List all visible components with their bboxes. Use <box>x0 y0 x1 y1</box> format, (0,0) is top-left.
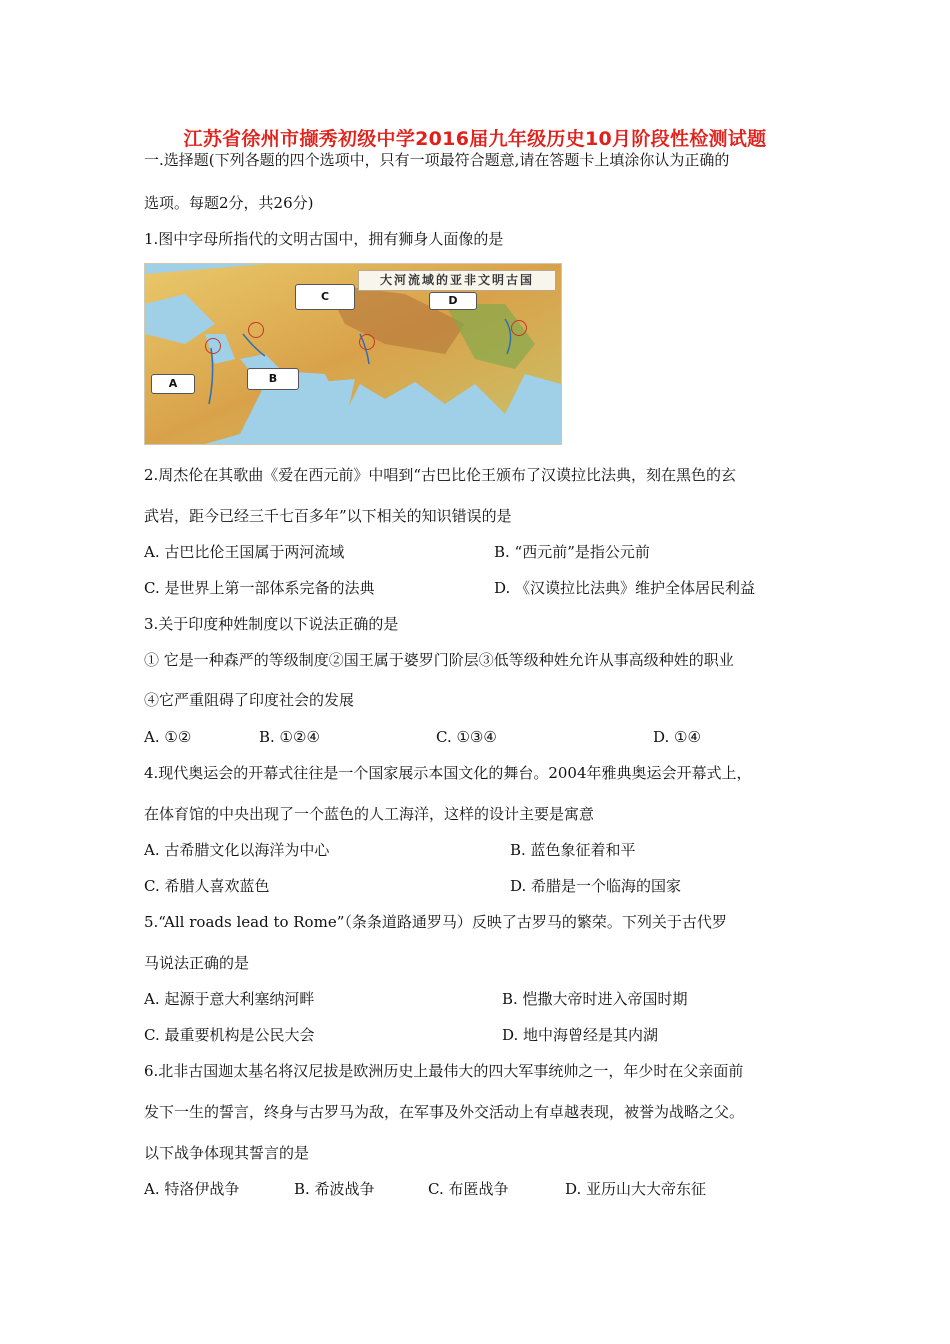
question-5-text-line-2: 马说法正确的是 <box>144 954 250 972</box>
question-2-option-a: A. 古巴比伦王国属于两河流域 <box>144 543 345 561</box>
question-5-option-b: B. 恺撒大帝时进入帝国时期 <box>502 990 688 1008</box>
section-instruction-line-1: 一.选择题(下列各题的四个选项中，只有一项最符合题意,请在答题卡上填涂你认为正确的 <box>144 151 730 169</box>
question-2-text-line-1: 2.周杰伦在其歌曲《爱在西元前》中唱到“古巴比伦王颁布了汉谟拉比法典，刻在黑色的玄 <box>144 466 736 484</box>
question-5-option-d: D. 地中海曾经是其内湖 <box>502 1026 659 1044</box>
question-6-option-b: B. 希波战争 <box>294 1180 375 1198</box>
map-title: 大河流域的亚非文明古国 <box>358 270 556 291</box>
question-1-text: 1.图中字母所指代的文明古国中，拥有狮身人面像的是 <box>144 230 504 248</box>
question-4-option-d: D. 希腊是一个临海的国家 <box>510 877 682 895</box>
question-2-option-b: B. “西元前”是指公元前 <box>494 543 650 561</box>
question-2-text-line-2: 武岩，距今已经三千七百多年”以下相关的知识错误的是 <box>144 507 512 525</box>
map-callout-b: B <box>247 368 299 390</box>
question-4-option-a: A. 古希腊文化以海洋为中心 <box>144 841 330 859</box>
question-3-option-a: A. ①② <box>144 728 192 746</box>
question-3-option-c: C. ①③④ <box>436 728 497 746</box>
map-callout-a: A <box>151 374 195 394</box>
question-4-text-line-1: 4.现代奥运会的开幕式往往是一个国家展示本国文化的舞台。2004年雅典奥运会开幕式上， <box>144 764 752 782</box>
question-6-text-line-2: 发下一生的誓言，终身与古罗马为敌，在军事及外交活动上有卓越表现，被誉为战略之父。 <box>144 1103 745 1121</box>
ancient-civilizations-map <box>144 263 562 445</box>
question-3-option-b: B. ①②④ <box>259 728 320 746</box>
question-3-text-line-3: ④它严重阻碍了印度社会的发展 <box>144 691 355 709</box>
map-callout-c: C <box>295 284 355 310</box>
marker-ring-c <box>359 334 375 350</box>
question-4-option-b: B. 蓝色象征着和平 <box>510 841 636 859</box>
question-6-option-a: A. 特洛伊战争 <box>144 1180 240 1198</box>
marker-ring-a <box>205 338 221 354</box>
marker-ring-b <box>248 322 264 338</box>
question-5-option-a: A. 起源于意大利塞纳河畔 <box>144 990 315 1008</box>
question-6-text-line-1: 6.北非古国迦太基名将汉尼拔是欧洲历史上最伟大的四大军事统帅之一，年少时在父亲面前 <box>144 1062 744 1080</box>
question-3-text-line-2: ① 它是一种森严的等级制度②国王属于婆罗门阶层③低等级种姓允许从事高级种姓的职业 <box>144 651 734 669</box>
question-6-option-d: D. 亚历山大大帝东征 <box>565 1180 707 1198</box>
question-3-text-line-1: 3.关于印度种姓制度以下说法正确的是 <box>144 615 399 633</box>
question-3-option-d: D. ①④ <box>653 728 701 746</box>
question-6-text-line-3: 以下战争体现其誓言的是 <box>144 1144 310 1162</box>
section-instruction-line-2: 选项。每题2分，共26分) <box>144 194 314 212</box>
question-2-option-c: C. 是世界上第一部体系完备的法典 <box>144 579 375 597</box>
question-5-option-c: C. 最重要机构是公民大会 <box>144 1026 315 1044</box>
marker-ring-d <box>511 320 527 336</box>
page-title: 江苏省徐州市撷秀初级中学2016届九年级历史10月阶段性检测试题 <box>183 128 767 150</box>
question-2-option-d: D. 《汉谟拉比法典》维护全体居民利益 <box>494 579 756 597</box>
question-4-option-c: C. 希腊人喜欢蓝色 <box>144 877 270 895</box>
map-callout-d: D <box>429 292 477 310</box>
question-5-text-line-1: 5.“All roads lead to Rome”（条条道路通罗马）反映了古罗马的繁荣。下列关于古代罗 <box>144 913 727 931</box>
question-6-option-c: C. 布匿战争 <box>428 1180 509 1198</box>
question-4-text-line-2: 在体育馆的中央出现了一个蓝色的人工海洋，这样的设计主要是寓意 <box>144 805 595 823</box>
